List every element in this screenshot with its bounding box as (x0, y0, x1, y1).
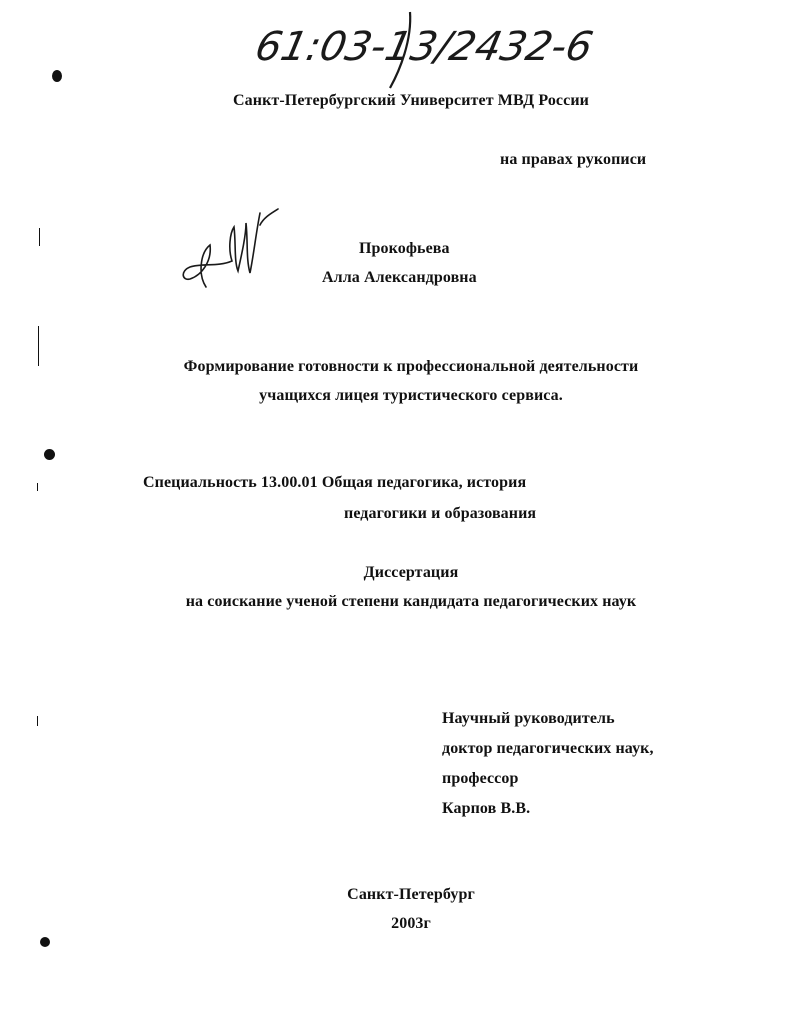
author-signature (176, 205, 280, 291)
dissertation-title-line-1: Формирование готовности к профессиональной деятельности (183, 358, 639, 375)
degree-label: Диссертация (363, 564, 459, 581)
supervisor-name: Карпов В.В. (442, 800, 531, 817)
degree-description: на соискание ученой степени кандидата педагогических наук (185, 593, 637, 610)
year: 2003г (391, 915, 431, 932)
specialty-line-2: педагогики и образования (344, 505, 537, 522)
city: Санкт-Петербург (347, 886, 475, 903)
supervisor-role: Научный руководитель (442, 710, 615, 727)
margin-mark (37, 483, 38, 491)
dissertation-title-line-2: учащихся лицея туристического сервиса. (259, 387, 563, 404)
scan-speck (40, 937, 50, 947)
scan-speck (52, 70, 62, 82)
margin-mark (37, 716, 38, 726)
handwritten-archive-code (251, 10, 598, 90)
margin-mark (38, 326, 39, 366)
margin-mark (39, 228, 40, 246)
archive-code-text: 61:03-13/2432-6 (251, 22, 598, 70)
author-surname: Прокофьева (359, 240, 450, 257)
supervisor-rank: профессор (442, 770, 519, 787)
manuscript-note: на правах рукописи (500, 151, 647, 168)
university-name: Санкт-Петербургский Университет МВД России (233, 92, 589, 109)
author-given-names: Алла Александровна (322, 269, 477, 286)
scan-speck (44, 449, 55, 460)
specialty-line-1: Специальность 13.00.01 Общая педагогика, история (143, 474, 527, 491)
supervisor-degree: доктор педагогических наук, (442, 740, 654, 757)
